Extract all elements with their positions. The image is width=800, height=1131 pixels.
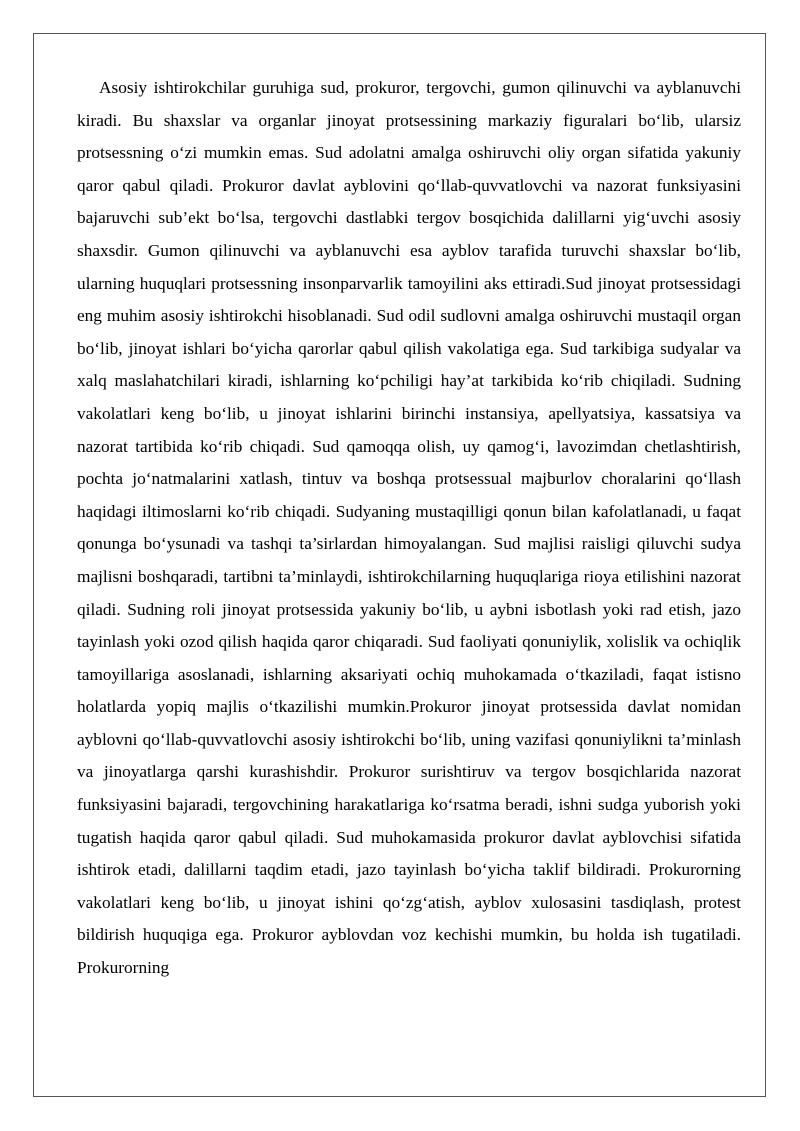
body-paragraph: Asosiy ishtirokchilar guruhiga sud, prokuror, tergovchi, gumon qilinuvchi va ayblanuvchi kiradi. Bu shaxslar va organlar jinoyat protsessining markaziy figuralari bo‘lib, ularsiz protsessning o‘zi mumkin emas. Sud adolatni amalga oshiruvchi oliy organ sifatida yakuniy qaror qabul qiladi. Prokuror davlat ayblovini qo‘llab-quvvatlovchi va nazorat funksiyasini bajaruvchi sub’ekt bo‘lsa, tergovchi dastlabki tergov bosqichida dalillarni yig‘uvchi asosiy shaxsdir. Gumon qilinuvchi va ayblanuvchi esa ayblov tarafida turuvchi shaxslar bo‘lib, ularning huquqlari protsessning insonparvarlik tamoyilini aks ettiradi.Sud jinoyat protsessidagi eng muhim asosiy ishtirokchi hisoblanadi. Sud odil sudlovni amalga oshiruvchi mustaqil organ bo‘lib, jinoyat ishlari bo‘yicha qarorlar qabul qilish vakolatiga ega. Sud tarkibiga sudyalar va xalq maslahatchilari kiradi, ishlarning ko‘pchiligi hay’at tarkibida ko‘rib chiqiladi. Sudning vakolatlari keng bo‘lib, u jinoyat ishlarini birinchi instansiya, apellyatsiya, kassatsiya va nazorat tartibida ko‘rib chiqadi. Sud qamoqqa olish, uy qamog‘i, lavozimdan chetlashtirish, pochta jo‘natmalarini xatlash, tintuv va boshqa protsessual majburlov choralarini qo‘llash haqidagi iltimoslarni ko‘rib chiqadi. Sudyaning mustaqilligi qonun bilan kafolatlanadi, u faqat qonunga bo‘ysunadi va tashqi ta’sirlardan himoyalangan. Sud majlisi raisligi qiluvchi sudya majlisni boshqaradi, tartibni ta’minlaydi, ishtirokchilarning huquqlariga rioya etilishini nazorat qiladi. Sudning roli jinoyat protsessida yakuniy bo‘lib, u aybni isbotlash yoki rad etish, jazo tayinlash yoki ozod qilish haqida qaror chiqaradi. Sud faoliyati qonuniylik, xolislik va ochiqlik tamoyillariga asoslanadi, ishlarning aksariyati ochiq muhokamada o‘tkaziladi, faqat istisno holatlarda yopiq majlis o‘tkazilishi mumkin.Prokuror jinoyat protsessida davlat nomidan ayblovni qo‘llab-quvvatlovchi asosiy ishtirokchi bo‘lib, uning vazifasi qonuniylikni ta’minlash va jinoyatlarga qarshi kurashishdir. Prokuror surishtiruv va tergov bosqichlarida nazorat funksiyasini bajaradi, tergovchining harakatlariga ko‘rsatma beradi, ishni sudga yuborish yoki tugatish haqida qaror qabul qiladi. Sud muhokamasida prokuror davlat ayblovchisi sifatida ishtirok etadi, dalillarni taqdim etadi, jazo tayinlash bo‘yicha taklif bildiradi. Prokurorning vakolatlari keng bo‘lib, u jinoyat ishini qo‘zg‘atish, ayblov xulosasini tasdiqlash, protest bildirish huquqiga ega. Prokuror ayblovdan voz kechishi mumkin, bu holda ish tugatiladi. Prokurorning: [77, 78, 741, 978]
